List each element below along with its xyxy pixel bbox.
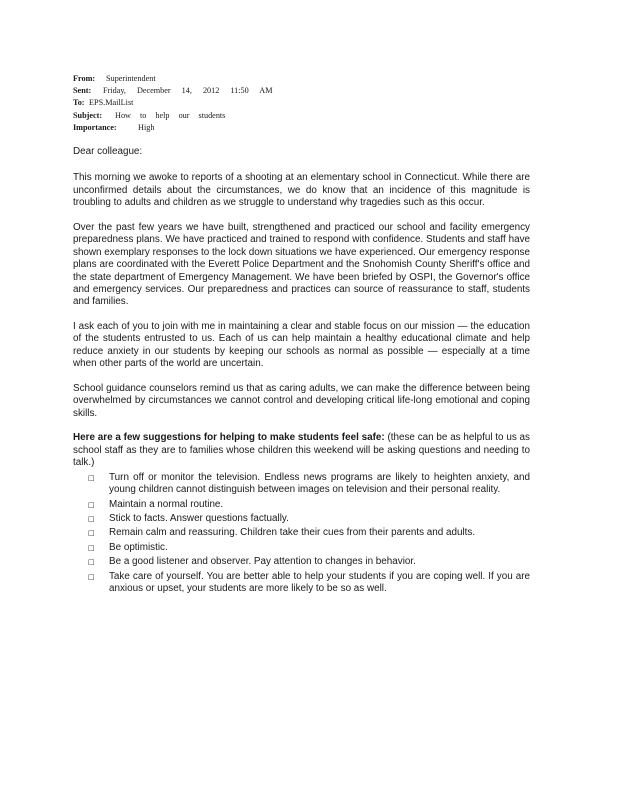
suggestions-lead: Here are a few suggestions for helping to make students feel safe: <box>73 432 385 444</box>
checkbox-bullet-icon: □ <box>88 473 95 482</box>
checkbox-bullet-icon: □ <box>88 529 95 538</box>
header-to-row <box>73 97 273 109</box>
checkbox-bullet-icon: □ <box>88 500 95 509</box>
list-item <box>88 527 530 539</box>
paragraph-suggestions-intro <box>73 432 530 469</box>
list-item <box>88 570 530 596</box>
paragraph-mission-focus: I ask each of you to join with me in maintaining a clear and stable focus on our mission — the education of the students entrusted to us. Each of us can help maintain a healthy educational climate and help reduce anxiety in our students by keeping our schools as normal as possible — especially at a time when other parts of the world are uncertain. <box>73 320 530 370</box>
sent-value: Friday, December 14, 2012 11:50 AM <box>103 86 273 96</box>
list-item <box>88 498 530 511</box>
header-from-row <box>73 73 273 85</box>
header-importance-row <box>73 122 273 134</box>
importance-value: High <box>138 122 155 132</box>
list-item-text: Remain calm and reassuring. Children take their cues from their parents and adults. <box>109 527 476 539</box>
subject-value: How to help our students <box>115 110 226 120</box>
list-item-text: Turn off or monitor the television. Endless news programs are likely to heighten anxiety, and young children cannot distinguish between images on television and their personal reality. <box>109 471 530 496</box>
to-value: EPS.MailList <box>89 98 134 108</box>
list-item <box>88 471 530 497</box>
email-header <box>73 73 273 134</box>
header-subject-row <box>73 110 273 122</box>
list-item <box>88 541 530 554</box>
to-label: To: <box>73 98 85 108</box>
from-label: From: <box>73 74 96 83</box>
importance-label: Importance: <box>73 122 117 132</box>
email-body <box>73 146 530 597</box>
sent-label: Sent: <box>73 86 92 96</box>
subject-label: Subject: <box>73 110 103 120</box>
checkbox-bullet-icon: □ <box>88 514 95 523</box>
paragraph-emergency-preparedness: Over the past few years we have built, strengthened and practiced our school and facility emergency preparedness plans. We have practiced and trained to respond with confidence. Students and staff have shown exemplary responses to the lock down situations we have experienced. Our emergency response plans are coordinated with the Everett Police Department and the Snohomish County Sheriff's office and the state department of Emergency Management. We have been briefed by OSPI, the Governor's office and emergency services. Our preparedness and practices can source of reassurance to staff, students and families. <box>73 222 530 308</box>
checkbox-bullet-icon: □ <box>88 543 95 552</box>
paragraph-counselors: School guidance counselors remind us that as caring adults, we can make the difference between being overwhelmed by circumstances we cannot control and developing critical life-long emotional and coping skills. <box>73 382 530 419</box>
list-item <box>88 556 530 568</box>
list-item-text: Maintain a normal routine. <box>109 498 224 510</box>
greeting: Dear colleague: <box>73 146 143 157</box>
suggestions-rest: (these can be as helpful to us as school staff as they are to families whose children this weekend will be asking questions and needing to talk.) <box>73 432 530 469</box>
list-item <box>88 512 530 525</box>
list-item-text: Be a good listener and observer. Pay attention to changes in behavior. <box>109 556 416 568</box>
list-item-text: Take care of yourself. You are better able to help your students if you are coping well. If you are anxious or upset, your students are more likely to be so as well. <box>109 570 530 594</box>
suggestions-list <box>73 472 530 596</box>
header-sent-row <box>73 85 273 97</box>
list-item-text: Be optimistic. <box>109 541 168 553</box>
paragraph-shooting-news: This morning we awoke to reports of a shooting at an elementary school in Connecticut. While there are unconfirmed details about the circumstances, we do know that an incidence of this magnitude is troubling to adults and children as we struggle to understand why tragedies such as this occur. <box>73 172 530 209</box>
checkbox-bullet-icon: □ <box>88 558 95 567</box>
checkbox-bullet-icon: □ <box>88 572 95 581</box>
from-value: Superintendent <box>106 74 156 83</box>
list-item-text: Stick to facts. Answer questions factually. <box>109 512 289 524</box>
